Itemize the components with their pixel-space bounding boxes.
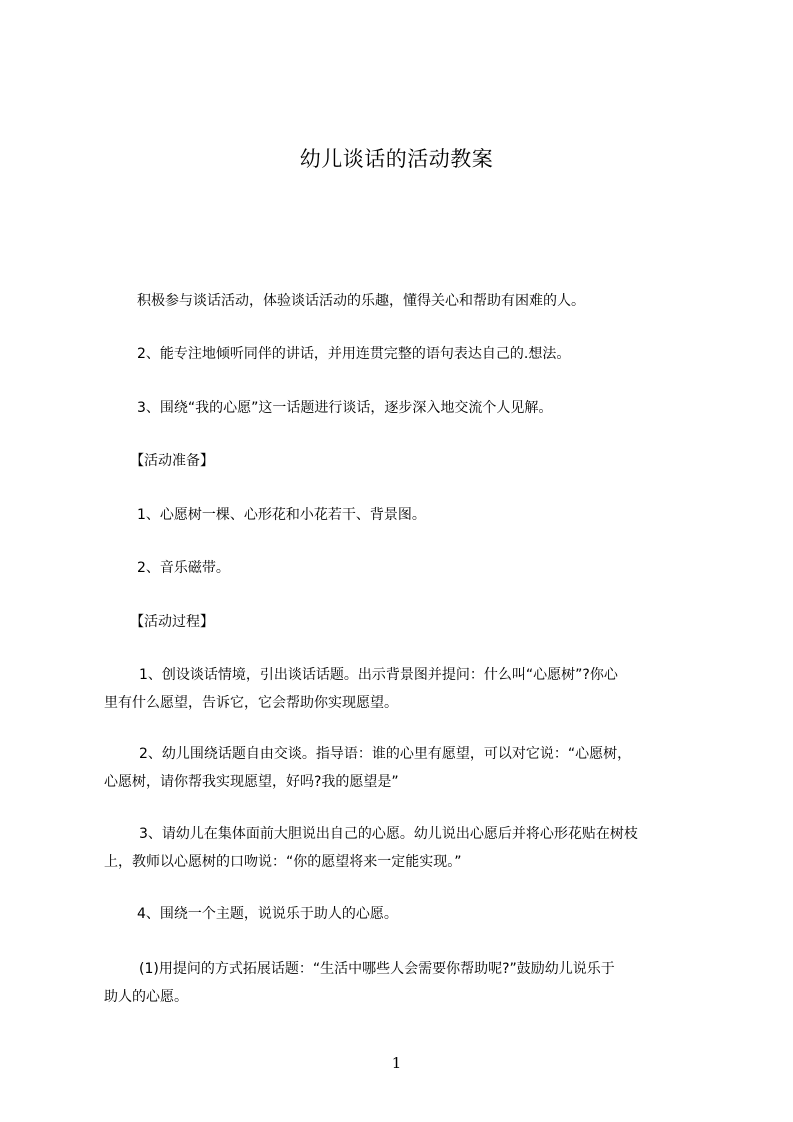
paragraph-line: 2、音乐磁带。 — [137, 560, 230, 576]
paragraph — [104, 955, 704, 1011]
paragraph — [137, 340, 737, 368]
paragraph — [104, 820, 704, 876]
paragraph-line: 1、创设谈话情境，引出谈话话题。出示背景图并提问：什么叫“心愿树”?你心 — [139, 667, 618, 683]
paragraph-line: 2、幼儿围绕话题自由交谈。指导语：谁的心里有愿望，可以对它说：“心愿树， — [139, 746, 632, 762]
paragraph-line: 里有什么愿望，告诉它，它会帮助你实现愿望。 — [104, 695, 398, 711]
paragraph — [137, 900, 737, 928]
paragraph-line: 积极参与谈话活动，体验谈话活动的乐趣，懂得关心和帮助有困难的人。 — [137, 293, 585, 309]
paragraph — [104, 740, 704, 796]
paragraph-line: 3、请幼儿在集体面前大胆说出自己的心愿。幼儿说出心愿后并将心形花贴在树枝 — [139, 826, 638, 842]
paragraph-line: 2、能专注地倾听同伴的讲话，并用连贯完整的语句表达自己的.想法。 — [137, 346, 571, 362]
paragraph — [137, 394, 737, 422]
document-title: 幼儿谈话的活动教案 — [299, 147, 494, 171]
paragraph-line: 1、心愿树一棵、心形花和小花若干、背景图。 — [137, 507, 426, 523]
paragraph-line: 3、围绕“我的心愿”这一话题进行谈话，逐步深入地交流个人见解。 — [137, 400, 553, 416]
paragraph-line: 上，教师以心愿树的口吻说：“你的愿望将来一定能实现。” — [104, 854, 462, 870]
paragraph-line: 【活动过程】 — [130, 614, 214, 630]
paragraph-line: 4、围绕一个主题，说说乐于助人的心愿。 — [137, 906, 398, 922]
paragraph-line: (1)用提问的方式拓展话题：“生活中哪些人会需要你帮助呢?”鼓励幼儿说乐于 — [139, 961, 615, 977]
paragraph — [104, 661, 704, 717]
paragraph — [137, 501, 737, 529]
paragraph-line: 助人的心愿。 — [104, 989, 188, 1005]
section-heading — [130, 608, 730, 636]
page-number: 1 — [391, 1054, 402, 1072]
paragraph-line: 【活动准备】 — [130, 453, 214, 469]
paragraph — [137, 554, 737, 582]
paragraph — [137, 287, 737, 315]
section-heading — [130, 447, 730, 475]
paragraph-line: 心愿树，请你帮我实现愿望，好吗?我的愿望是” — [104, 774, 399, 790]
